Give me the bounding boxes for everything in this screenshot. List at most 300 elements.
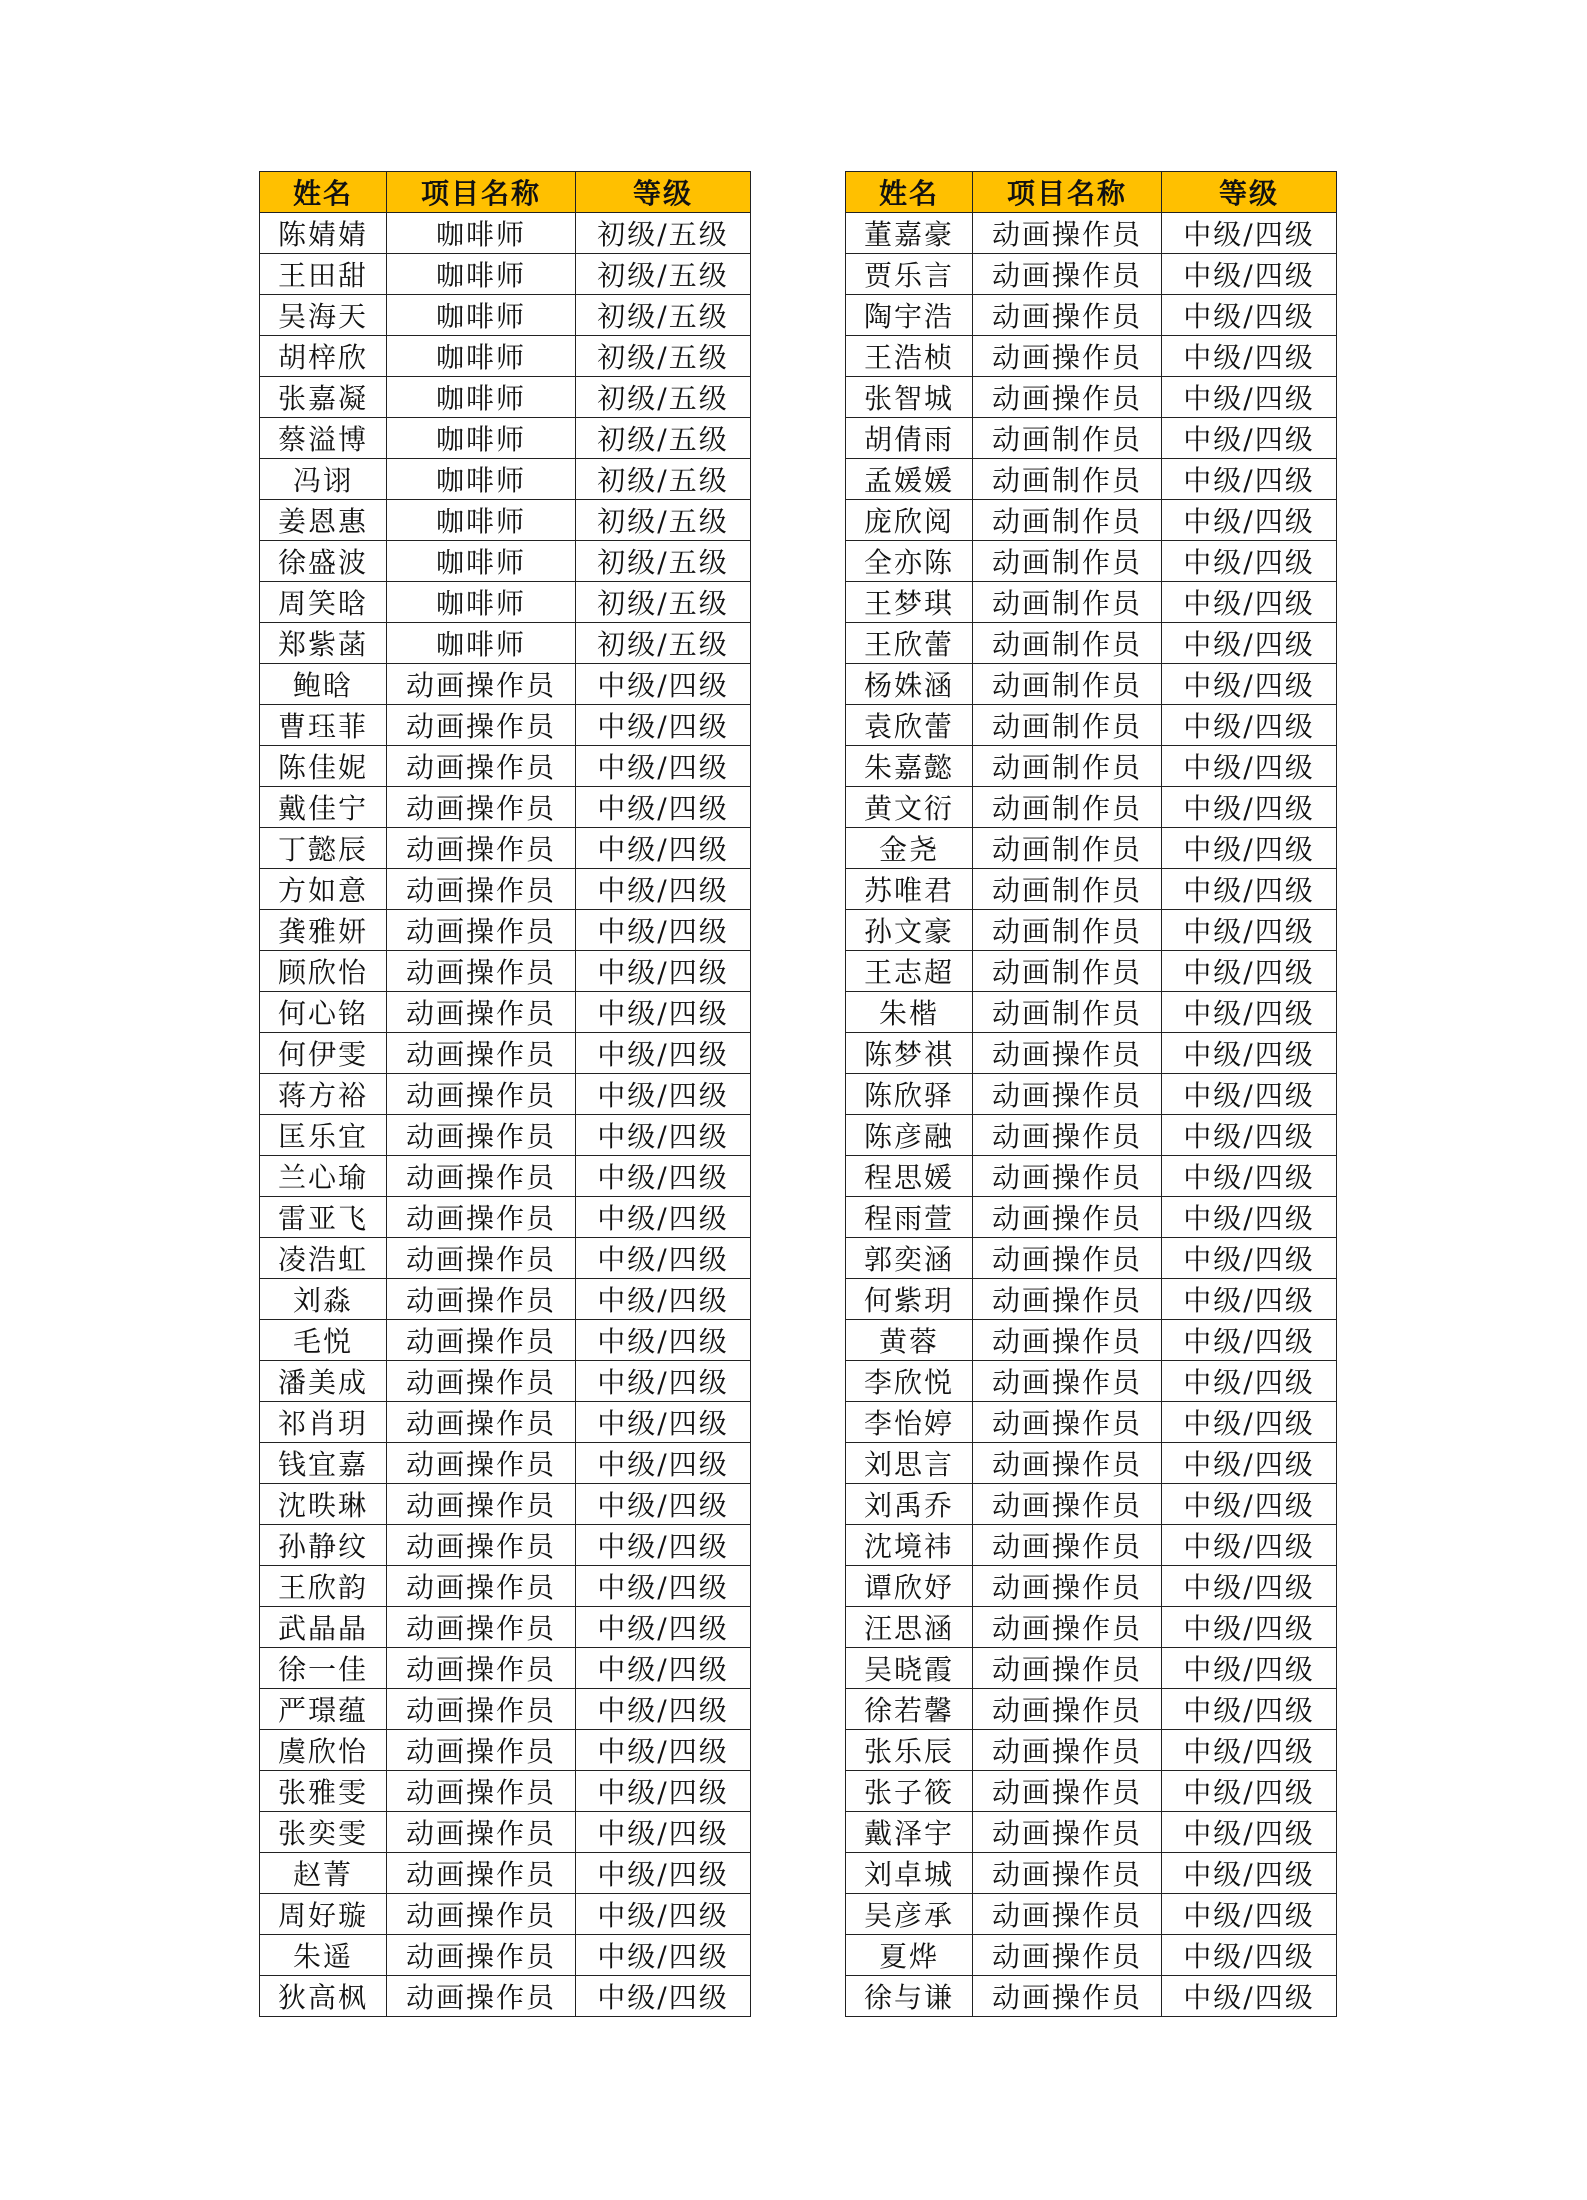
cell-level: 中级/四级 <box>576 1730 751 1771</box>
cell-name: 张乐辰 <box>846 1730 973 1771</box>
cell-project: 动画操作员 <box>387 1771 576 1812</box>
cell-project: 动画操作员 <box>973 1689 1162 1730</box>
table-row <box>846 1115 1337 1156</box>
cell-level: 中级/四级 <box>576 1361 751 1402</box>
table-row <box>260 828 751 869</box>
table-row <box>846 992 1337 1033</box>
cell-level: 中级/四级 <box>1162 1361 1337 1402</box>
table-row <box>846 1279 1337 1320</box>
cell-project: 动画制作员 <box>973 828 1162 869</box>
cell-project: 动画操作员 <box>387 705 576 746</box>
cell-level: 中级/四级 <box>576 705 751 746</box>
cell-level: 中级/四级 <box>576 1115 751 1156</box>
cell-level: 中级/四级 <box>576 828 751 869</box>
cell-name: 周好璇 <box>260 1894 387 1935</box>
table-row <box>260 1730 751 1771</box>
table-row <box>260 1238 751 1279</box>
table-row <box>260 1771 751 1812</box>
cell-level: 初级/五级 <box>576 623 751 664</box>
cell-project: 动画制作员 <box>973 869 1162 910</box>
cell-project: 动画操作员 <box>387 1607 576 1648</box>
header-name: 姓名 <box>846 172 973 213</box>
cell-name: 王志超 <box>846 951 973 992</box>
cell-level: 中级/四级 <box>576 1976 751 2017</box>
cell-level: 中级/四级 <box>1162 582 1337 623</box>
cell-project: 动画操作员 <box>973 1894 1162 1935</box>
cell-name: 王浩桢 <box>846 336 973 377</box>
cell-name: 杨姝涵 <box>846 664 973 705</box>
cell-name: 董嘉豪 <box>846 213 973 254</box>
cell-name: 陈欣驿 <box>846 1074 973 1115</box>
table-row <box>846 1443 1337 1484</box>
table-row <box>846 1730 1337 1771</box>
cell-project: 动画操作员 <box>387 1033 576 1074</box>
cell-name: 全亦陈 <box>846 541 973 582</box>
cell-name: 苏唯君 <box>846 869 973 910</box>
cell-level: 中级/四级 <box>1162 254 1337 295</box>
cell-project: 动画操作员 <box>973 1320 1162 1361</box>
table-row <box>260 1115 751 1156</box>
cell-project: 动画操作员 <box>387 1361 576 1402</box>
cell-project: 动画操作员 <box>973 1853 1162 1894</box>
cell-project: 动画操作员 <box>387 1443 576 1484</box>
cell-name: 刘淼 <box>260 1279 387 1320</box>
cell-level: 中级/四级 <box>576 1238 751 1279</box>
cell-level: 中级/四级 <box>1162 213 1337 254</box>
cell-name: 雷亚飞 <box>260 1197 387 1238</box>
cell-level: 中级/四级 <box>1162 828 1337 869</box>
table-row <box>260 459 751 500</box>
cell-project: 动画制作员 <box>973 459 1162 500</box>
cell-project: 动画操作员 <box>387 1935 576 1976</box>
cell-level: 初级/五级 <box>576 459 751 500</box>
cell-name: 张奕雯 <box>260 1812 387 1853</box>
cell-name: 朱嘉懿 <box>846 746 973 787</box>
cell-name: 陈梦祺 <box>846 1033 973 1074</box>
cell-level: 中级/四级 <box>576 1402 751 1443</box>
table-row <box>260 500 751 541</box>
cell-level: 中级/四级 <box>576 1320 751 1361</box>
cell-name: 毛悦 <box>260 1320 387 1361</box>
header-project: 项目名称 <box>387 172 576 213</box>
cell-name: 孙文豪 <box>846 910 973 951</box>
table-row <box>260 377 751 418</box>
cell-name: 贾乐言 <box>846 254 973 295</box>
cell-name: 徐若馨 <box>846 1689 973 1730</box>
cell-project: 动画制作员 <box>973 582 1162 623</box>
table-header-row <box>260 172 751 213</box>
cell-name: 丁懿辰 <box>260 828 387 869</box>
table-row <box>846 1935 1337 1976</box>
cell-project: 动画制作员 <box>973 500 1162 541</box>
cell-level: 中级/四级 <box>1162 1566 1337 1607</box>
table-row <box>260 1935 751 1976</box>
cell-name: 金尧 <box>846 828 973 869</box>
cell-level: 中级/四级 <box>576 1484 751 1525</box>
cell-project: 动画操作员 <box>973 1812 1162 1853</box>
table-row <box>260 1074 751 1115</box>
cell-name: 胡梓欣 <box>260 336 387 377</box>
cell-level: 中级/四级 <box>576 664 751 705</box>
table-row <box>846 664 1337 705</box>
table-row <box>260 951 751 992</box>
cell-level: 中级/四级 <box>576 1033 751 1074</box>
table-row <box>260 1648 751 1689</box>
cell-name: 冯诩 <box>260 459 387 500</box>
cell-project: 动画操作员 <box>387 1074 576 1115</box>
cell-name: 刘禹乔 <box>846 1484 973 1525</box>
cell-level: 中级/四级 <box>1162 787 1337 828</box>
header-level: 等级 <box>576 172 751 213</box>
cell-name: 王梦琪 <box>846 582 973 623</box>
cell-level: 中级/四级 <box>576 1648 751 1689</box>
table-row <box>260 1525 751 1566</box>
cell-name: 胡倩雨 <box>846 418 973 459</box>
cell-name: 程雨萱 <box>846 1197 973 1238</box>
cell-project: 动画操作员 <box>973 1730 1162 1771</box>
table-row <box>846 213 1337 254</box>
table-row <box>260 1976 751 2017</box>
cell-name: 孟媛媛 <box>846 459 973 500</box>
table-row <box>260 705 751 746</box>
left-table-body <box>260 213 751 2017</box>
table-row <box>846 1976 1337 2017</box>
table-row <box>260 1566 751 1607</box>
left-roster-table <box>259 171 751 2017</box>
cell-project: 动画操作员 <box>387 1566 576 1607</box>
cell-level: 中级/四级 <box>1162 1525 1337 1566</box>
cell-project: 动画操作员 <box>973 213 1162 254</box>
cell-name: 龚雅妍 <box>260 910 387 951</box>
table-row <box>260 213 751 254</box>
cell-name: 庞欣阅 <box>846 500 973 541</box>
cell-level: 中级/四级 <box>1162 1156 1337 1197</box>
table-row <box>260 1689 751 1730</box>
table-row <box>846 254 1337 295</box>
cell-level: 初级/五级 <box>576 295 751 336</box>
cell-name: 蔡溢博 <box>260 418 387 459</box>
cell-level: 初级/五级 <box>576 377 751 418</box>
cell-name: 黄文衍 <box>846 787 973 828</box>
cell-project: 动画操作员 <box>387 1853 576 1894</box>
table-row <box>846 869 1337 910</box>
cell-project: 动画制作员 <box>973 705 1162 746</box>
cell-level: 中级/四级 <box>576 1689 751 1730</box>
cell-level: 中级/四级 <box>576 1607 751 1648</box>
cell-project: 动画操作员 <box>387 951 576 992</box>
cell-name: 张嘉凝 <box>260 377 387 418</box>
cell-level: 中级/四级 <box>1162 1484 1337 1525</box>
cell-project: 咖啡师 <box>387 377 576 418</box>
cell-name: 王欣蕾 <box>846 623 973 664</box>
table-row <box>846 541 1337 582</box>
cell-name: 朱遥 <box>260 1935 387 1976</box>
cell-level: 中级/四级 <box>1162 1033 1337 1074</box>
table-row <box>260 1156 751 1197</box>
cell-project: 动画制作员 <box>973 951 1162 992</box>
cell-project: 动画操作员 <box>973 377 1162 418</box>
table-row <box>260 541 751 582</box>
cell-level: 中级/四级 <box>1162 1607 1337 1648</box>
cell-level: 中级/四级 <box>1162 1074 1337 1115</box>
table-row <box>260 623 751 664</box>
cell-level: 中级/四级 <box>576 746 751 787</box>
cell-project: 咖啡师 <box>387 295 576 336</box>
cell-level: 中级/四级 <box>1162 1976 1337 2017</box>
cell-level: 初级/五级 <box>576 582 751 623</box>
table-row <box>260 869 751 910</box>
table-row <box>260 1033 751 1074</box>
cell-name: 陶宇浩 <box>846 295 973 336</box>
table-row <box>846 1525 1337 1566</box>
cell-level: 中级/四级 <box>1162 295 1337 336</box>
cell-name: 王田甜 <box>260 254 387 295</box>
cell-level: 中级/四级 <box>576 1812 751 1853</box>
header-project: 项目名称 <box>973 172 1162 213</box>
cell-project: 动画操作员 <box>973 1074 1162 1115</box>
cell-level: 中级/四级 <box>576 1074 751 1115</box>
cell-project: 咖啡师 <box>387 541 576 582</box>
cell-level: 中级/四级 <box>1162 500 1337 541</box>
cell-level: 中级/四级 <box>1162 705 1337 746</box>
cell-level: 中级/四级 <box>1162 1812 1337 1853</box>
table-row <box>846 1689 1337 1730</box>
cell-name: 张智城 <box>846 377 973 418</box>
cell-project: 动画操作员 <box>387 1197 576 1238</box>
cell-project: 动画制作员 <box>973 746 1162 787</box>
cell-level: 中级/四级 <box>1162 418 1337 459</box>
cell-name: 朱楷 <box>846 992 973 1033</box>
cell-project: 动画操作员 <box>387 1525 576 1566</box>
table-row <box>260 1443 751 1484</box>
cell-level: 中级/四级 <box>1162 910 1337 951</box>
cell-project: 咖啡师 <box>387 623 576 664</box>
cell-project: 动画操作员 <box>973 1935 1162 1976</box>
cell-project: 动画制作员 <box>973 418 1162 459</box>
cell-project: 动画操作员 <box>387 1976 576 2017</box>
cell-project: 咖啡师 <box>387 459 576 500</box>
cell-level: 中级/四级 <box>1162 459 1337 500</box>
cell-name: 凌浩虹 <box>260 1238 387 1279</box>
cell-project: 动画制作员 <box>973 664 1162 705</box>
cell-level: 中级/四级 <box>576 1525 751 1566</box>
table-row <box>846 1484 1337 1525</box>
cell-project: 动画操作员 <box>387 787 576 828</box>
cell-level: 中级/四级 <box>1162 1648 1337 1689</box>
table-row <box>846 623 1337 664</box>
cell-name: 吴晓霞 <box>846 1648 973 1689</box>
cell-project: 动画操作员 <box>387 910 576 951</box>
cell-level: 中级/四级 <box>1162 746 1337 787</box>
cell-project: 动画操作员 <box>387 1812 576 1853</box>
cell-level: 中级/四级 <box>1162 869 1337 910</box>
cell-level: 初级/五级 <box>576 541 751 582</box>
cell-level: 中级/四级 <box>1162 1402 1337 1443</box>
cell-project: 动画操作员 <box>387 1689 576 1730</box>
cell-name: 汪思涵 <box>846 1607 973 1648</box>
cell-project: 动画操作员 <box>973 1156 1162 1197</box>
cell-name: 匡乐宜 <box>260 1115 387 1156</box>
cell-project: 动画操作员 <box>387 1648 576 1689</box>
table-row <box>846 295 1337 336</box>
cell-project: 动画操作员 <box>973 1033 1162 1074</box>
cell-level: 中级/四级 <box>576 1894 751 1935</box>
cell-project: 动画操作员 <box>387 1279 576 1320</box>
cell-level: 中级/四级 <box>1162 1689 1337 1730</box>
cell-project: 咖啡师 <box>387 418 576 459</box>
cell-name: 张子筱 <box>846 1771 973 1812</box>
cell-level: 中级/四级 <box>576 787 751 828</box>
table-row <box>260 664 751 705</box>
cell-level: 中级/四级 <box>576 1443 751 1484</box>
cell-level: 中级/四级 <box>576 869 751 910</box>
cell-name: 严璟蕴 <box>260 1689 387 1730</box>
cell-level: 中级/四级 <box>1162 1443 1337 1484</box>
table-row <box>846 1197 1337 1238</box>
cell-level: 中级/四级 <box>1162 1238 1337 1279</box>
cell-project: 动画操作员 <box>973 1566 1162 1607</box>
table-row <box>260 1894 751 1935</box>
cell-name: 戴泽宇 <box>846 1812 973 1853</box>
cell-name: 孙静纹 <box>260 1525 387 1566</box>
table-row <box>260 336 751 377</box>
cell-level: 初级/五级 <box>576 336 751 377</box>
cell-project: 动画操作员 <box>973 1361 1162 1402</box>
cell-project: 动画操作员 <box>387 1730 576 1771</box>
cell-level: 中级/四级 <box>576 1156 751 1197</box>
cell-name: 周笑晗 <box>260 582 387 623</box>
table-row <box>846 951 1337 992</box>
cell-level: 中级/四级 <box>1162 1320 1337 1361</box>
table-row <box>846 582 1337 623</box>
cell-name: 郑紫菡 <box>260 623 387 664</box>
table-row <box>846 1156 1337 1197</box>
cell-name: 顾欣怡 <box>260 951 387 992</box>
cell-name: 何伊雯 <box>260 1033 387 1074</box>
cell-project: 动画操作员 <box>387 664 576 705</box>
cell-level: 中级/四级 <box>1162 951 1337 992</box>
cell-name: 鲍晗 <box>260 664 387 705</box>
table-row <box>846 500 1337 541</box>
cell-level: 初级/五级 <box>576 418 751 459</box>
table-row <box>846 1402 1337 1443</box>
table-row <box>846 746 1337 787</box>
header-level: 等级 <box>1162 172 1337 213</box>
cell-level: 中级/四级 <box>1162 1771 1337 1812</box>
cell-level: 中级/四级 <box>1162 377 1337 418</box>
cell-name: 郭奕涵 <box>846 1238 973 1279</box>
cell-name: 曹珏菲 <box>260 705 387 746</box>
table-row <box>846 1853 1337 1894</box>
cell-project: 动画操作员 <box>387 992 576 1033</box>
cell-project: 动画操作员 <box>387 746 576 787</box>
table-row <box>260 746 751 787</box>
cell-project: 动画操作员 <box>973 1525 1162 1566</box>
cell-project: 动画操作员 <box>973 1771 1162 1812</box>
cell-name: 王欣韵 <box>260 1566 387 1607</box>
cell-name: 刘卓城 <box>846 1853 973 1894</box>
header-name: 姓名 <box>260 172 387 213</box>
cell-project: 动画操作员 <box>973 1443 1162 1484</box>
table-row <box>846 1238 1337 1279</box>
cell-project: 动画操作员 <box>973 1115 1162 1156</box>
table-row <box>260 1197 751 1238</box>
table-row <box>846 336 1337 377</box>
cell-project: 动画操作员 <box>387 1402 576 1443</box>
cell-level: 初级/五级 <box>576 254 751 295</box>
table-row <box>260 418 751 459</box>
cell-name: 何心铭 <box>260 992 387 1033</box>
table-row <box>846 377 1337 418</box>
cell-project: 咖啡师 <box>387 213 576 254</box>
cell-name: 钱宜嘉 <box>260 1443 387 1484</box>
cell-level: 中级/四级 <box>1162 1730 1337 1771</box>
cell-level: 中级/四级 <box>1162 1935 1337 1976</box>
cell-level: 中级/四级 <box>576 1935 751 1976</box>
table-row <box>846 1771 1337 1812</box>
cell-name: 谭欣妤 <box>846 1566 973 1607</box>
table-row <box>260 254 751 295</box>
cell-project: 动画制作员 <box>973 787 1162 828</box>
cell-level: 中级/四级 <box>1162 1894 1337 1935</box>
cell-level: 中级/四级 <box>1162 1853 1337 1894</box>
table-row <box>260 1607 751 1648</box>
cell-name: 祁肖玥 <box>260 1402 387 1443</box>
table-row <box>260 787 751 828</box>
cell-project: 动画操作员 <box>973 1197 1162 1238</box>
table-row <box>260 1320 751 1361</box>
cell-level: 中级/四级 <box>1162 541 1337 582</box>
cell-name: 狄高枫 <box>260 1976 387 2017</box>
cell-name: 徐盛波 <box>260 541 387 582</box>
table-row <box>846 1648 1337 1689</box>
table-row <box>260 1402 751 1443</box>
cell-project: 动画操作员 <box>973 254 1162 295</box>
table-row <box>846 1812 1337 1853</box>
cell-name: 潘美成 <box>260 1361 387 1402</box>
cell-name: 吴海天 <box>260 295 387 336</box>
table-row <box>846 1033 1337 1074</box>
cell-name: 沈昳琳 <box>260 1484 387 1525</box>
cell-level: 初级/五级 <box>576 500 751 541</box>
cell-project: 动画操作员 <box>973 1238 1162 1279</box>
cell-project: 动画操作员 <box>387 1320 576 1361</box>
cell-name: 陈彦融 <box>846 1115 973 1156</box>
cell-level: 中级/四级 <box>1162 623 1337 664</box>
cell-project: 动画操作员 <box>387 1894 576 1935</box>
cell-level: 中级/四级 <box>1162 1279 1337 1320</box>
right-table-body <box>846 213 1337 2017</box>
cell-project: 动画操作员 <box>387 1156 576 1197</box>
cell-name: 虞欣怡 <box>260 1730 387 1771</box>
cell-name: 赵菁 <box>260 1853 387 1894</box>
cell-name: 夏烨 <box>846 1935 973 1976</box>
table-row <box>846 459 1337 500</box>
cell-project: 咖啡师 <box>387 336 576 377</box>
table-row <box>260 295 751 336</box>
cell-project: 动画制作员 <box>973 992 1162 1033</box>
table-row <box>260 1484 751 1525</box>
cell-name: 吴彦承 <box>846 1894 973 1935</box>
cell-name: 袁欣蕾 <box>846 705 973 746</box>
cell-name: 李欣悦 <box>846 1361 973 1402</box>
cell-project: 咖啡师 <box>387 582 576 623</box>
cell-name: 兰心瑜 <box>260 1156 387 1197</box>
table-row <box>846 910 1337 951</box>
cell-project: 动画操作员 <box>387 1238 576 1279</box>
cell-name: 姜恩惠 <box>260 500 387 541</box>
cell-project: 动画操作员 <box>387 828 576 869</box>
